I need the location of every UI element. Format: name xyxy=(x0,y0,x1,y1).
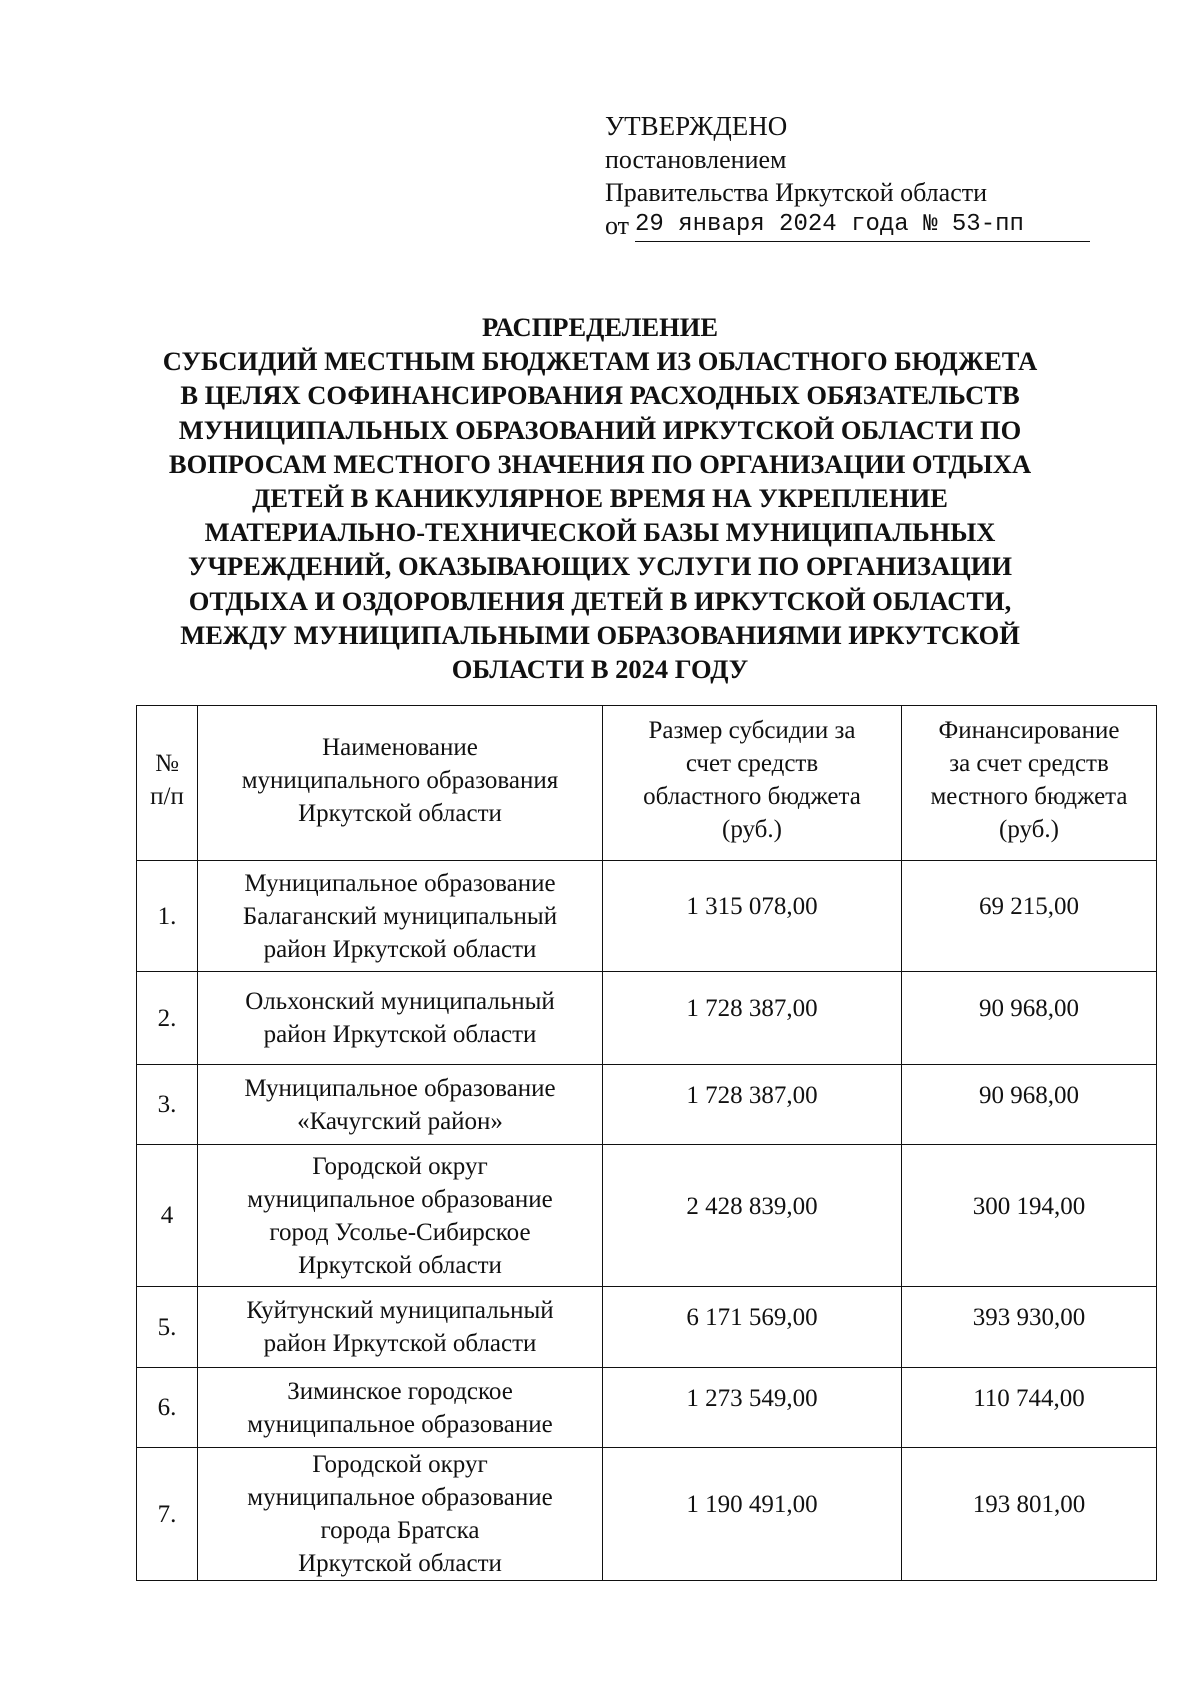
header-subsidy xyxy=(603,706,902,861)
document-title-line: МУНИЦИПАЛЬНЫХ ОБРАЗОВАНИЙ ИРКУТСКОЙ ОБЛАСТИ ПО xyxy=(178,414,1022,445)
header-local-line: местного бюджета xyxy=(930,783,1128,810)
document-title-line: МЕЖДУ МУНИЦИПАЛЬНЫМИ ОБРАЗОВАНИЯМИ ИРКУТСКОЙ xyxy=(180,619,1020,650)
subsidy-amount: 2 428 839,00 xyxy=(603,1145,902,1287)
municipality-name xyxy=(198,861,603,972)
subsidy-amount: 1 728 387,00 xyxy=(603,972,902,1065)
municipality-name-line: Иркутской области xyxy=(298,1550,502,1577)
municipality-name-line: город Усолье-Сибирское xyxy=(269,1218,531,1246)
municipality-name-line: муниципальное образование xyxy=(247,1484,553,1511)
document-title-line: В ЦЕЛЯХ СОФИНАНСИРОВАНИЯ РАСХОДНЫХ ОБЯЗАТЕЛЬСТВ xyxy=(180,380,1020,411)
document-title-line: УЧРЕЖДЕНИЙ, ОКАЗЫВАЮЩИХ УСЛУГИ ПО ОРГАНИЗАЦИИ xyxy=(188,551,1012,582)
municipality-name-line: Зиминское городское xyxy=(287,1377,513,1405)
local-funding-amount: 69 215,00 xyxy=(902,861,1157,972)
local-funding-amount: 193 801,00 xyxy=(902,1448,1157,1581)
municipality-name-line: города Братска xyxy=(320,1517,480,1544)
municipality-name-line: район Иркутской области xyxy=(263,935,537,963)
document-title-line: СУБСИДИЙ МЕСТНЫМ БЮДЖЕТАМ ИЗ ОБЛАСТНОГО БЮДЖЕТА xyxy=(162,346,1038,377)
distribution-table xyxy=(136,705,1157,1581)
header-subsidy-line: Размер субсидии за xyxy=(648,717,856,744)
subsidy-amount: 1 315 078,00 xyxy=(603,861,902,972)
header-local-line: (руб.) xyxy=(999,816,1059,843)
row-number: 7. xyxy=(137,1448,198,1581)
table-row xyxy=(137,1448,1157,1581)
header-name-line: Наименование xyxy=(322,733,478,761)
row-number: 3. xyxy=(137,1065,198,1145)
subsidy-amount: 1 190 491,00 xyxy=(603,1448,902,1581)
subsidy-amount: 1 728 387,00 xyxy=(603,1065,902,1145)
table-row xyxy=(137,972,1157,1065)
municipality-name-line: Городской округ xyxy=(312,1152,488,1180)
municipality-name-line: муниципальное образование xyxy=(247,1410,553,1438)
table-row xyxy=(137,861,1157,972)
local-funding-amount: 300 194,00 xyxy=(902,1145,1157,1287)
local-funding-amount: 90 968,00 xyxy=(902,972,1157,1065)
header-name-line: Иркутской области xyxy=(298,799,502,827)
municipality-name-line: муниципальное образование xyxy=(247,1185,553,1213)
municipality-name-line: Куйтунский муниципальный xyxy=(246,1297,554,1324)
municipality-name xyxy=(198,1368,603,1448)
table-row xyxy=(137,1287,1157,1368)
municipality-name-line: район Иркутской области xyxy=(263,1330,537,1357)
table-header-row xyxy=(137,706,1157,861)
municipality-name-line: «Качугский район» xyxy=(297,1107,503,1135)
document-title-line: ВОПРОСАМ МЕСТНОГО ЗНАЧЕНИЯ ПО ОРГАНИЗАЦИИ ОТДЫХА xyxy=(168,448,1032,479)
header-number-line: п/п xyxy=(150,783,184,810)
municipality-name xyxy=(198,1448,603,1581)
municipality-name-line: Балаганский муниципальный xyxy=(242,902,558,930)
header-subsidy-line: (руб.) xyxy=(722,816,782,843)
municipality-name xyxy=(198,1065,603,1145)
header-local-line: за счет средств xyxy=(949,750,1109,777)
municipality-name-line: Ольхонский муниципальный xyxy=(245,988,555,1015)
header-local xyxy=(902,706,1157,861)
municipality-name xyxy=(198,972,603,1065)
document-title-line: ОТДЫХА И ОЗДОРОВЛЕНИЯ ДЕТЕЙ В ИРКУТСКОЙ ОБЛАСТИ, xyxy=(188,585,1012,616)
header-name-line: муниципального образования xyxy=(241,766,559,794)
table-row xyxy=(137,1065,1157,1145)
document-title-line: ДЕТЕЙ В КАНИКУЛЯРНОЕ ВРЕМЯ НА УКРЕПЛЕНИЕ xyxy=(252,483,948,514)
document-title-line: РАСПРЕДЕЛЕНИЕ xyxy=(481,312,719,342)
row-number: 6. xyxy=(137,1368,198,1448)
subsidy-amount: 1 273 549,00 xyxy=(603,1368,902,1448)
header-local-line: Финансирование xyxy=(938,717,1120,744)
municipality-name-line: Иркутской области xyxy=(298,1251,502,1279)
table-row xyxy=(137,1145,1157,1287)
municipality-name-line: район Иркутской области xyxy=(263,1021,537,1048)
approval-line-2: Правительства Иркутской области xyxy=(605,178,988,207)
approval-line-1: постановлением xyxy=(605,145,787,174)
approval-stamp xyxy=(605,110,1095,242)
municipality-name-line: Городской округ xyxy=(312,1451,488,1478)
approval-date-line xyxy=(605,209,1095,242)
document-title-line: ОБЛАСТИ В 2024 ГОДУ xyxy=(451,654,749,685)
local-funding-amount: 90 968,00 xyxy=(902,1065,1157,1145)
municipality-name xyxy=(198,1145,603,1287)
approval-date-value: 29 января 2024 года № 53-пп xyxy=(635,209,1090,242)
table-body xyxy=(137,861,1157,1581)
approval-date-prefix: от xyxy=(605,211,630,240)
municipality-name-line: Муниципальное образование xyxy=(244,1074,556,1102)
table-row xyxy=(137,1368,1157,1448)
document-title xyxy=(130,310,1070,686)
row-number: 5. xyxy=(137,1287,198,1368)
approval-title: УТВЕРЖДЕНО xyxy=(605,111,788,141)
row-number: 4 xyxy=(137,1145,198,1287)
header-subsidy-line: счет средств xyxy=(685,750,819,777)
local-funding-amount: 393 930,00 xyxy=(902,1287,1157,1368)
subsidy-amount: 6 171 569,00 xyxy=(603,1287,902,1368)
header-subsidy-line: областного бюджета xyxy=(643,783,861,810)
header-name xyxy=(198,706,603,861)
header-number-line: № xyxy=(155,750,179,777)
municipality-name-line: Муниципальное образование xyxy=(244,869,556,897)
header-number xyxy=(137,706,198,861)
row-number: 1. xyxy=(137,861,198,972)
document-title-line: МАТЕРИАЛЬНО-ТЕХНИЧЕСКОЙ БАЗЫ МУНИЦИПАЛЬНЫХ xyxy=(204,517,996,548)
local-funding-amount: 110 744,00 xyxy=(902,1368,1157,1448)
row-number: 2. xyxy=(137,972,198,1065)
municipality-name xyxy=(198,1287,603,1368)
